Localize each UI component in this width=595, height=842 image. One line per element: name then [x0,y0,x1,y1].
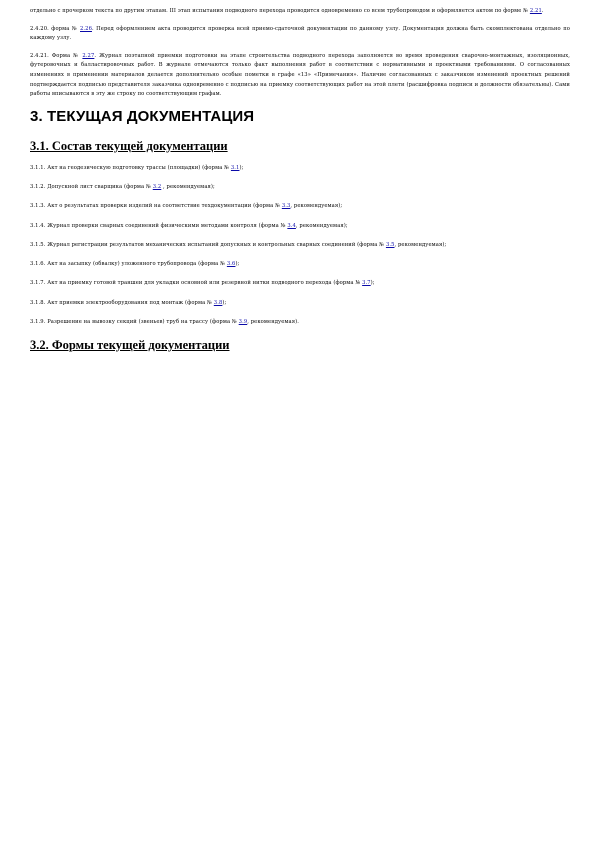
paragraph-2-4-20 [30,25,570,44]
list-item-text: 3.1.1. Акт на геодезическую подготовку трассы (площадки) (форма № [30,164,231,171]
list-item [30,183,570,193]
list-item-text: 3.1.9. Разрешение на вывозку секций (звеньев) труб на трассу (форма № [30,319,239,325]
paragraph-text: отдельно с прочерком текста по другим этапам. III этап испытания подводного перехода проводится одновременно со всем трубопроводом и оформляется актом по форме № [30,8,530,14]
form-link-3-2[interactable]: 3.2 [152,184,162,191]
list-item-text: 3.1.2. Допускной лист сварщика (форма № [30,184,153,191]
section-title: 3. ТЕКУЩАЯ ДОКУМЕНТАЦИЯ [30,107,255,125]
paragraph-number: 2.4.20. форма № [30,25,81,32]
list-item-tail: ); [235,261,240,268]
form-link-3-4[interactable]: 3.4 [287,222,296,229]
list-item-text: 3.1.3. Акт о результатах проверки изделий на соответствие техдокументации (форма № [30,203,282,210]
paragraph-number: 2.4.21. Форма № [30,52,83,59]
paragraph-intro-continuation [30,7,570,17]
form-link-3-6[interactable]: 3.6 [226,261,236,268]
form-link-3-3[interactable]: 3.3 [281,203,291,210]
form-link-3-9[interactable]: 3.9 [238,319,248,325]
form-link-3-8[interactable]: 3.8 [213,299,223,306]
list-item [30,260,570,270]
list-item [30,318,570,328]
list-item-text: 3.1.5. Журнал регистрации результатов механических испытаний допускных и контрольных сварных соединений (форма № [30,241,386,248]
form-link-2-27[interactable]: 2.27 [82,52,95,59]
form-link-3-1[interactable]: 3.1 [230,164,240,171]
paragraph-text: . Перед оформлением акта проводится проверка всей приемо-сдаточной документации по данному узлу. Документация должна быть скомплектована отдельно по каждому узлу. [30,25,570,42]
subsection-title-composition: 3.1. Состав текущей документации [30,138,228,153]
list-item [30,222,570,232]
list-item-text: 3.1.8. Акт приемки электрооборудования под монтаж (форма № [30,299,214,306]
document-content [30,7,570,363]
list-item [30,164,570,174]
form-link-2-21[interactable]: 2.21 [529,8,542,14]
list-item-text: 3.1.4. Журнал проверки сварных соединений физическими методами контроля (форма № [30,222,288,229]
list-item-tail: , рекомендуемая); [295,222,348,229]
list-item [30,279,570,289]
list-item-text: 3.1.6. Акт на засыпку (обвалку) уложенного трубопровода (форма № [30,261,227,268]
list-item-tail: ); [370,280,375,287]
list-item-tail: , рекомендуемая); [290,203,343,210]
paragraph-tail: . [541,8,544,14]
subsection-title-forms: 3.2. Формы текущей документации [30,338,230,353]
list-item-tail: , рекомендуемая); [394,241,447,248]
list-item-text: 3.1.7. Акт на приемку готовой траншеи для укладки основной или резервной нитки подводного перехода (форма № [30,280,363,287]
list-item-tail: ); [239,164,244,171]
form-link-3-5[interactable]: 3.5 [385,241,395,248]
list-item [30,202,570,212]
list-item [30,299,570,309]
paragraph-text: . Журнал поэтапной приемки подготовки на этапе строительства подводного перехода заполняется во время проведения сварочно-монтажных, изоляционных, футеровочных и балластировочных работ. В журнале отмечаются только факт выполнения работ в соответствии с нормативными и проектными требованиями. О согласованных изменениях в применении материалов делается дополнительно особые пометки в графе «13» «Примечания». Наличие согласованных с заказчиком изменений проектных решений подтверждается подписью представителя заказчика одновременно с подписью на приемку соответствующих работ на этой плети (расшифровка подписи и должности обязательны). Сами работы вписываются в эту же строку по соответствующим графам. [30,52,571,98]
document-list [30,164,570,328]
form-link-3-7[interactable]: 3.7 [362,280,371,287]
list-item-tail: ); [222,299,227,306]
list-item-tail: , рекомендуемая). [247,319,299,325]
list-item-tail: , рекомендуемая); [161,184,215,191]
form-link-2-26[interactable]: 2.26 [80,25,92,32]
list-item [30,241,570,251]
paragraph-2-4-21 [30,52,570,100]
